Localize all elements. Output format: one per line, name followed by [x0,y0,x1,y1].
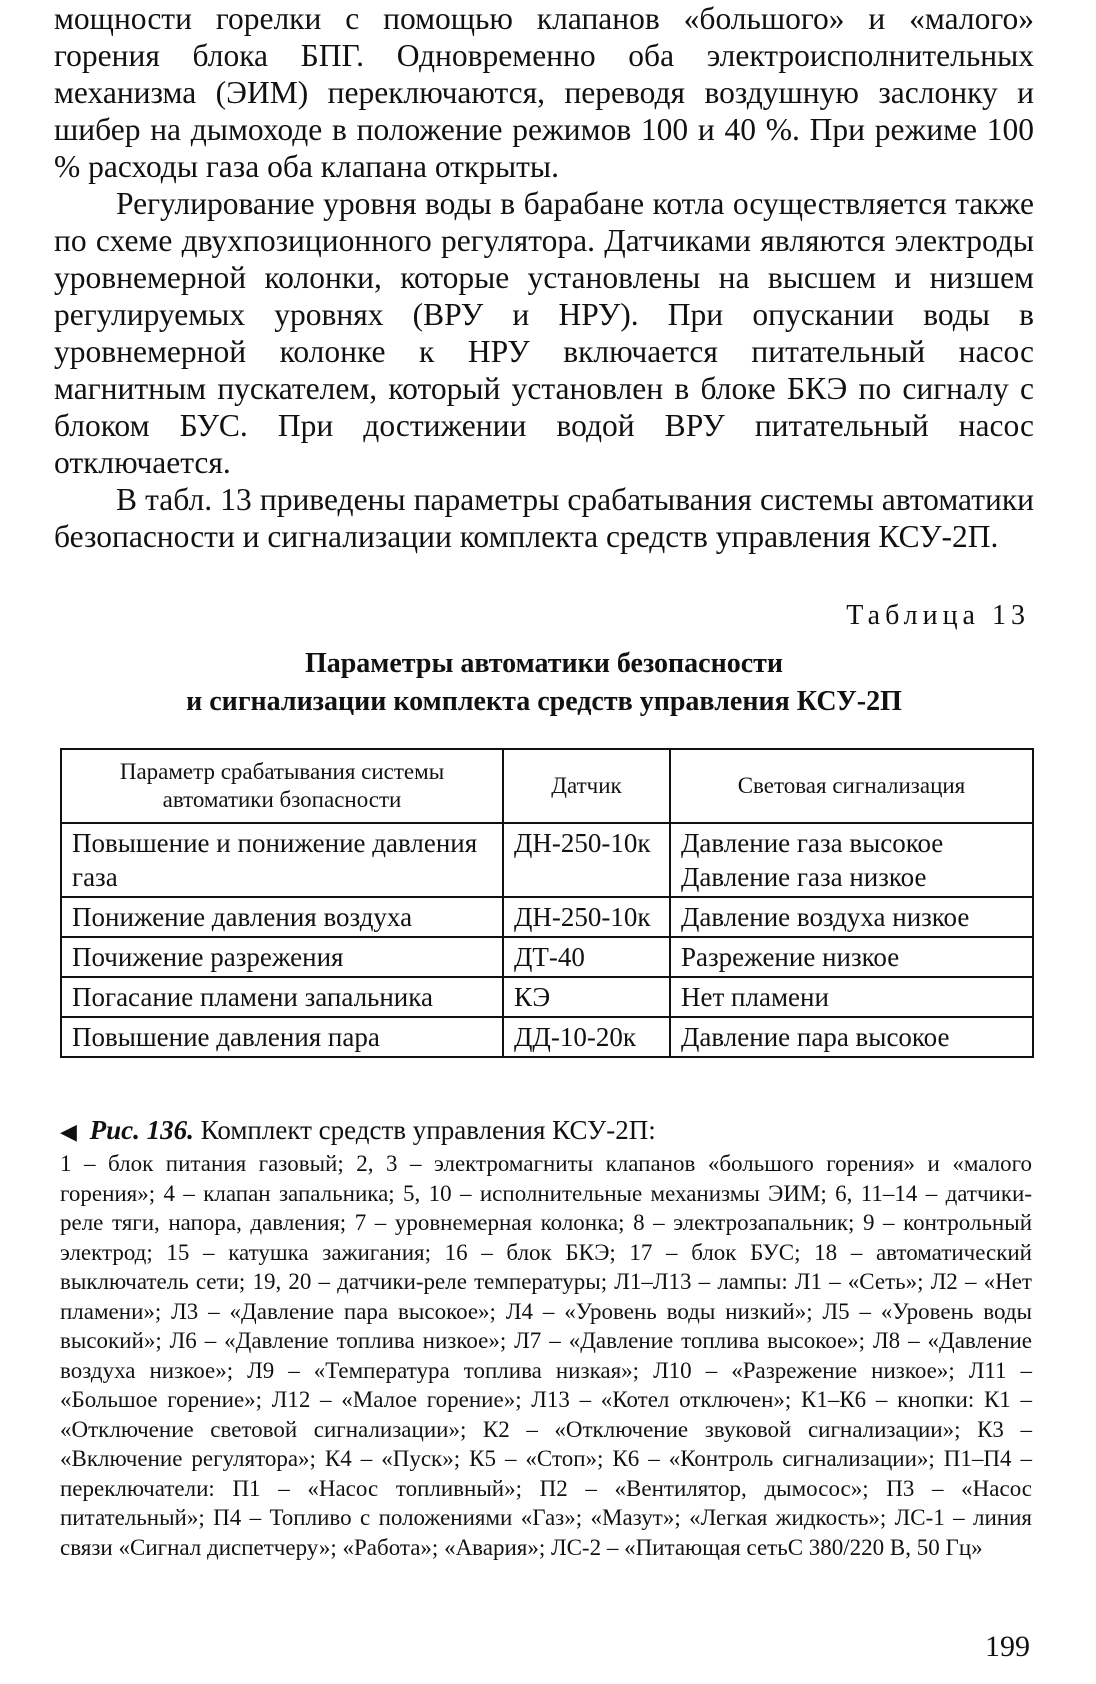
cell-sensor: ДТ-40 [503,937,670,977]
cell-parameter: Повышение и понижение давления газа [61,823,503,897]
cell-signal: Нет пламени [670,977,1033,1017]
page-number: 199 [985,1630,1030,1663]
table-row [61,937,1033,977]
cell-parameter: Погасание пламени запальника [61,977,503,1017]
figure-ref: Рис. 136. [89,1115,194,1145]
figure-caption [60,1113,1032,1562]
table-row [61,1017,1033,1057]
cell-parameter: Почижение разрежения [61,937,503,977]
cell-sensor: ДН-250-10к [503,823,670,897]
cell-sensor: КЭ [503,977,670,1017]
table-label: Таблица 13 [846,600,1030,631]
body-text [54,0,1034,555]
figure-legend: 1 – блок питания газовый; 2, 3 – электромагниты клапанов «большого горения» и «малого горения»; 4 – клапан запальника; 5, 10 – исполнительные механизмы ЭИМ; 6, 11–14 – датчики-реле тяги, напора, давления; 7 – уровнемерная колонка; 8 – электрозапальник; 9 – контрольный электрод; 15 – катушка зажигания; 16 – блок БКЭ; 17 – блок БУС; 18 – автоматический выключатель сети; 19, 20 – датчики-реле температуры; Л1–Л13 – лампы: Л1 – «Сеть»; Л2 – «Нет пламени»; Л3 – «Давление пара высокое»; Л4 – «Уровень воды низкий»; Л5 – «Уровень воды высокий»; Л6 – «Давление топлива низкое»; Л7 – «Давление топлива высокое»; Л8 – «Давление воздуха низкое»; Л9 – «Температура топлива низкая»; Л10 – «Разрежение низкое»; Л11 – «Большое горение»; Л12 – «Малое горение»; Л13 – «Котел отключен»; К1–К6 – кнопки: К1 – «Отключение световой сигнализации»; К2 – «Отключение звуковой сигнализации»; К3 – «Включение регулятора»; К4 – «Пуск»; К5 – «Стоп»; К6 – «Контроль сигнализации»; П1–П4 – переключатели: П1 – «Насос топливный»; П2 – «Вентилятор, дымосос»; П3 – «Насос питательный»; П4 – Топливо с положениями «Газ»; «Мазут»; «Легкая жидкость»; ЛС-1 – линия связи «Сигнал диспетчеру»; «Работа»; «Авария»; ЛС-2 – «Питающая сетьС 380/220 В, 50 Гц» [60,1151,1032,1560]
cell-signal: Давление воздуха низкое [670,897,1033,937]
cell-sensor: ДН-250-10к [503,897,670,937]
cell-parameter: Повышение давления пара [61,1017,503,1057]
table-row [61,977,1033,1017]
table-title-line-2: и сигнализации комплекта средств управления КСУ-2П [186,686,902,717]
table-header-row [61,749,1033,823]
table-row [61,823,1033,897]
cell-parameter: Понижение давления воздуха [61,897,503,937]
header-parameter: Параметр срабатывания системы автоматики бзопасности [61,749,503,823]
figure-caption-head [60,1113,1032,1149]
header-sensor: Датчик [503,749,670,823]
table-row [61,897,1033,937]
cell-signal: Разрежение низкое [670,937,1033,977]
table-title-line-1: Параметры автоматики безопасности [304,648,784,679]
cell-sensor: ДД-10-20к [503,1017,670,1057]
paragraph-2: Регулирование уровня воды в барабане котла осуществляется также по схеме двухпозиционного регулятора. Датчиками являются электроды уровнемерной колонки, которые установлены на высшем и низшем регулируемых уровнях (ВРУ и НРУ). При опускании воды в уровнемерной колонке к НРУ включается питательный насос магнитным пускателем, который установлен в блоке БКЭ по сигналу с блоком БУС. При достижении водой ВРУ питательный насос отключается. [54,186,1034,480]
header-signal: Световая сигнализация [670,749,1033,823]
table-title [54,645,1034,721]
cell-signal: Давление пара высокое [670,1017,1033,1057]
paragraph-1: мощности горелки с помощью клапанов «большого» и «малого» горения блока БПГ. Одновременно оба электроисполнительных механизма (ЭИМ) переключаются, переводя воздушную заслонку и шибер на дымоходе в положение режимов 100 и 40 %. При режиме 100 % расходы газа оба клапана открыты. [54,1,1034,184]
figure-title: Комплект средств управления КСУ-2П: [200,1115,656,1145]
left-arrow-icon: ◀ [60,1119,77,1144]
parameters-table [60,748,1034,1058]
paragraph-3: В табл. 13 приведены параметры срабатывания системы автоматики безопасности и сигнализации комплекта средств управления КСУ-2П. [54,482,1034,554]
cell-signal: Давление газа высокое Давление газа низкое [670,823,1033,897]
